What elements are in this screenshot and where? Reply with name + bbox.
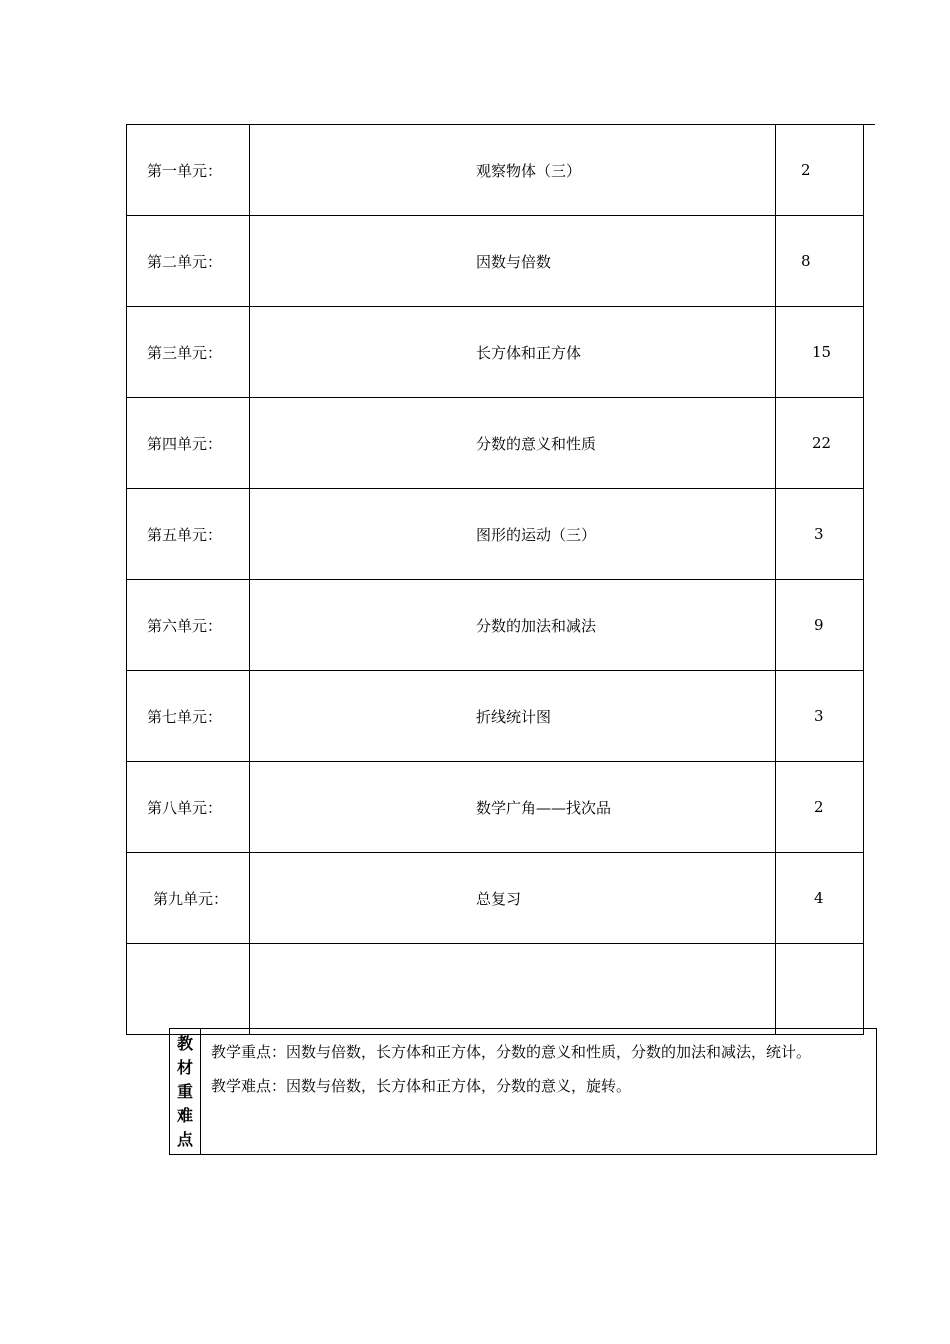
unit-title: 总复习 [250,853,776,944]
table-row [127,853,864,944]
unit-name: 第一单元： [127,125,250,216]
label-char: 难 [176,1105,193,1125]
table-row [127,125,864,216]
label-char: 教 [176,1033,193,1053]
unit-hours: 3 [776,671,864,762]
label-char: 重 [176,1081,193,1101]
table-row [127,762,864,853]
unit-title: 观察物体（三） [250,125,776,216]
table-edge-mark [863,124,875,125]
unit-title: 分数的意义和性质 [250,398,776,489]
unit-title: 数学广角——找次品 [250,762,776,853]
label-char: 点 [176,1129,193,1149]
unit-hours: 3 [776,489,864,580]
units-table [126,124,864,1035]
unit-hours: 15 [776,307,864,398]
empty-cell [127,944,250,1035]
empty-cell [250,944,776,1035]
unit-name: 第五单元： [127,489,250,580]
table-row-empty [127,944,864,1035]
unit-name: 第三单元： [127,307,250,398]
unit-name: 第六单元： [127,580,250,671]
unit-title: 长方体和正方体 [250,307,776,398]
unit-hours: 9 [776,580,864,671]
unit-hours: 22 [776,398,864,489]
table-row [127,580,864,671]
unit-name: 第八单元： [127,762,250,853]
table-row [127,671,864,762]
unit-name: 第四单元： [127,398,250,489]
key-points-label [170,1029,201,1154]
table-row [127,216,864,307]
unit-name: 第二单元： [127,216,250,307]
unit-hours: 2 [776,125,864,216]
unit-name: 第九单元： [127,853,250,944]
empty-cell [776,944,864,1035]
key-points-content [201,1029,876,1154]
key-points-box [169,1028,877,1155]
unit-title: 因数与倍数 [250,216,776,307]
label-char: 材 [176,1057,193,1077]
teaching-focus: 教学重点：因数与倍数，长方体和正方体，分数的意义和性质，分数的加法和减法，统计。 [211,1043,812,1061]
unit-title: 图形的运动（三） [250,489,776,580]
table-row [127,398,864,489]
teaching-difficulty: 教学难点：因数与倍数，长方体和正方体，分数的意义，旋转。 [211,1077,632,1095]
unit-hours: 4 [776,853,864,944]
unit-hours: 2 [776,762,864,853]
table-row [127,307,864,398]
unit-name: 第七单元： [127,671,250,762]
table-row [127,489,864,580]
unit-title: 分数的加法和减法 [250,580,776,671]
unit-hours: 8 [776,216,864,307]
unit-title: 折线统计图 [250,671,776,762]
